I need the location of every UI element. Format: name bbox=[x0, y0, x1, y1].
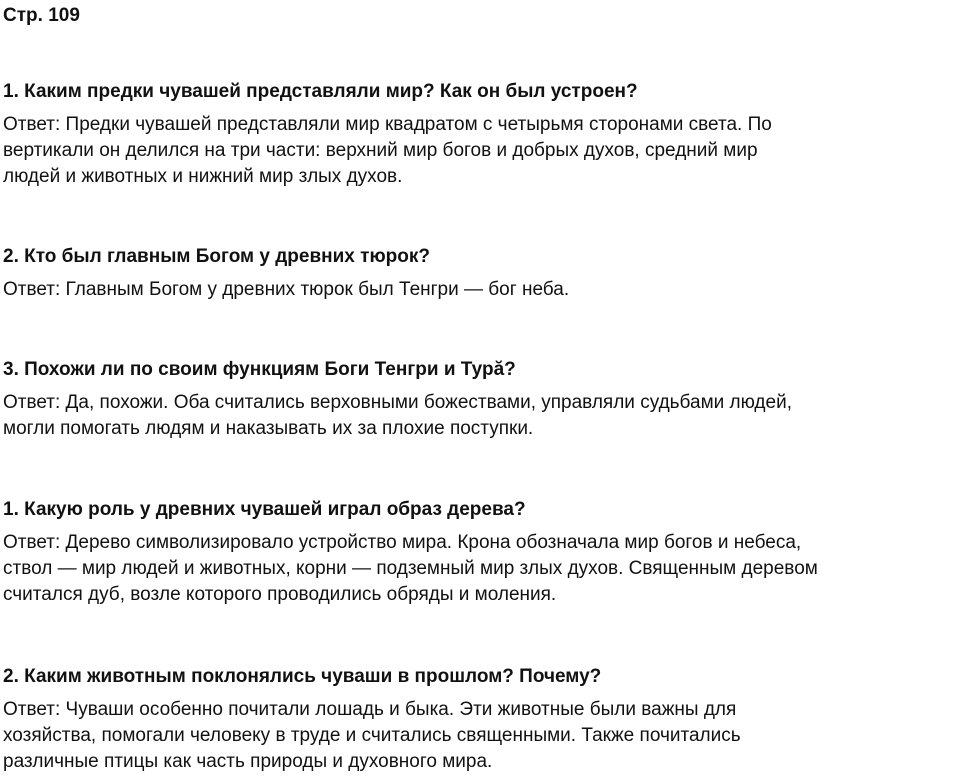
answer-line: Ответ: Дерево символизировало устройство мира. Крона обозначала мир богов и небеса, bbox=[3, 532, 802, 553]
question-heading: 1. Каким предки чувашей представляли мир? Как он был устроен? bbox=[3, 81, 638, 102]
answer-text bbox=[3, 530, 965, 608]
answer-text bbox=[3, 277, 965, 303]
question-heading: 1. Какую роль у древних чувашей играл образ дерева? bbox=[3, 499, 526, 520]
qa-item-4 bbox=[3, 498, 965, 608]
answer-line: хозяйства, помогали человеку в труде и считались священными. Также почитались bbox=[3, 725, 741, 746]
answer-line: Ответ: Главным Богом у древних тюрок был Тенгри — бог неба. bbox=[3, 279, 570, 300]
answer-line: Ответ: Предки чувашей представляли мир квадратом с четырьмя сторонами света. По bbox=[3, 114, 772, 135]
qa-item-3 bbox=[3, 358, 965, 442]
answer-line: ствол — мир людей и животных, корни — подземный мир злых духов. Священным деревом bbox=[3, 558, 818, 579]
answer-line: Ответ: Чуваши особенно почитали лошадь и быка. Эти животные были важны для bbox=[3, 699, 737, 720]
qa-item-5 bbox=[3, 665, 965, 775]
answer-line: различные птицы как часть природы и духовного мира. bbox=[3, 751, 493, 772]
answer-text bbox=[3, 697, 965, 775]
qa-item-1 bbox=[3, 80, 965, 190]
answer-line: считался дуб, возле которого проводились обряды и моления. bbox=[3, 584, 557, 605]
answer-text bbox=[3, 112, 965, 190]
answer-line: вертикали он делился на три части: верхний мир богов и добрых духов, средний мир bbox=[3, 140, 758, 161]
question-heading: 2. Каким животным поклонялись чуваши в прошлом? Почему? bbox=[3, 666, 602, 687]
qa-item-2 bbox=[3, 245, 965, 303]
answer-line: людей и животных и нижний мир злых духов. bbox=[3, 166, 403, 187]
answer-line: могли помогать людям и наказывать их за плохие поступки. bbox=[3, 418, 534, 439]
question-heading: 2. Кто был главным Богом у древних тюрок? bbox=[3, 246, 430, 267]
question-heading: 3. Похожи ли по своим функциям Боги Тенгри и Турӑ? bbox=[3, 359, 516, 380]
page-title: Стр. 109 bbox=[3, 5, 80, 26]
answer-line: Ответ: Да, похожи. Оба считались верховными божествами, управляли судьбами людей, bbox=[3, 392, 792, 413]
answer-text bbox=[3, 390, 965, 442]
